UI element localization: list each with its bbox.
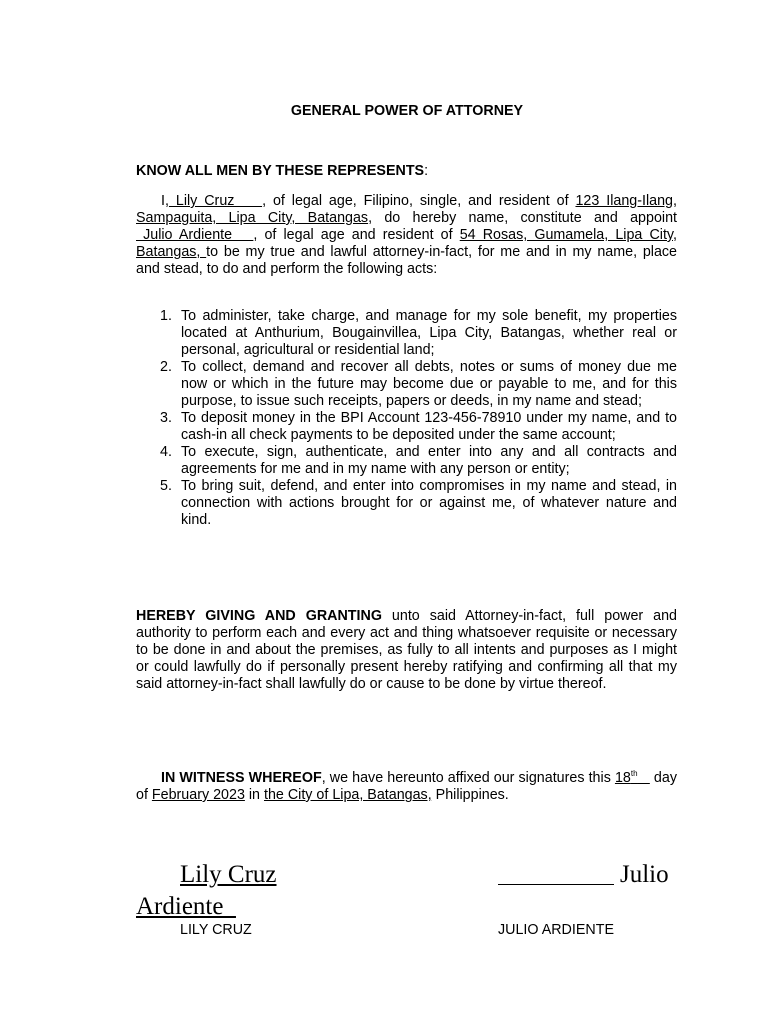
list-item-number: 5. xyxy=(160,478,172,494)
principal-printed-name: LILY CRUZ xyxy=(180,922,252,938)
principal-name: Lily Cruz xyxy=(168,193,263,209)
attorney-name: Julio Ardiente xyxy=(136,227,254,243)
principal-signature xyxy=(180,860,277,890)
attorney-address: 54 Rosas, Gumamela, Lipa City, Batangas, xyxy=(136,227,677,260)
attorney-printed-name: JULIO ARDIENTE xyxy=(498,922,614,938)
day-suffix: th xyxy=(630,769,638,779)
list-item xyxy=(160,478,677,529)
witness-month-year: February 2023 xyxy=(151,787,245,803)
list-item-text: To deposit money in the BPI Account 123-456-78910 under my name, and to cash-in all check payments to be deposited under the same account; xyxy=(181,410,677,443)
attorney-signature-first: Julio xyxy=(620,861,669,888)
principal-signature-text: Lily Cruz xyxy=(180,861,277,888)
list-item-text: To execute, sign, authenticate, and enter into any and all contracts and agreements for me and in my name with any person or entity; xyxy=(181,444,677,477)
intro-text-3: , do hereby name, constitute and appoint xyxy=(368,210,677,226)
witness-text-2: day of xyxy=(136,770,677,803)
list-item-number: 3. xyxy=(160,410,172,426)
salutation-bold: KNOW ALL MEN BY THESE REPRESENTS xyxy=(136,163,425,179)
day-pad xyxy=(638,770,650,786)
signature-line xyxy=(498,884,614,885)
list-item-number: 1. xyxy=(160,308,172,324)
list-item xyxy=(160,444,677,478)
principal-address: 123 Ilang-Ilang, Sampaguita, Lipa City, Batangas xyxy=(136,193,677,226)
list-item-text: To bring suit, defend, and enter into compromises in my name and stead, in connection with actions brought for or against me, of whatever nature and kind. xyxy=(181,478,677,528)
list-item xyxy=(160,359,677,410)
attorney-signature-second-text: Ardiente xyxy=(136,893,236,920)
witness-text-1: , we have hereunto affixed our signatures this xyxy=(321,770,615,786)
list-item-number: 2. xyxy=(160,359,172,375)
intro-text-2: , of legal age, Filipino, single, and resident of xyxy=(262,193,576,209)
list-item-text: To collect, demand and recover all debts, notes or sums of money due me now or which in the future may become due or payable to me, and for this purpose, to issue such receipts, papers or deeds, in my name and stead; xyxy=(181,359,677,409)
intro-text-4: , of legal age and resident of xyxy=(253,227,460,243)
intro-text-5: to be my true and lawful attorney-in-fact, for me and in my name, place and stead, to do and perform the following acts: xyxy=(136,244,678,277)
witness-paragraph xyxy=(136,770,677,804)
document-title: GENERAL POWER OF ATTORNEY xyxy=(290,103,524,119)
witness-text-3: in xyxy=(244,787,264,803)
list-item-text: To administer, take charge, and manage for my sole benefit, my properties located at Anthurium, Bougainvillea, Lipa City, Batangas, whether real or personal, agricultural or residential land; xyxy=(181,308,677,358)
granting-paragraph xyxy=(136,608,677,693)
witness-day xyxy=(615,770,650,786)
granting-text: unto said Attorney-in-fact, full power and authority to perform each and every act and thing whatsoever requisite or necessary to be done in and about the premises, as fully to all intents and purposes as I might or could lawfully do if personally present hereby ratifying and confirming all that my said attorney-in-fact shall lawfully do or cause to be done by virtue thereof. xyxy=(136,608,678,692)
witness-text-4: Philippines. xyxy=(431,787,509,803)
intro-text-1: I, xyxy=(161,193,169,209)
intro-paragraph xyxy=(136,193,677,278)
day-number: 18 xyxy=(614,770,631,786)
list-item-number: 4. xyxy=(160,444,172,460)
witness-bold: IN WITNESS WHEREOF xyxy=(161,770,322,786)
salutation-colon: : xyxy=(424,163,429,179)
list-item xyxy=(160,308,677,359)
salutation xyxy=(136,163,428,180)
granting-bold: HEREBY GIVING AND GRANTING xyxy=(136,608,382,624)
witness-place: the City of Lipa, Batangas, xyxy=(263,787,432,803)
list-item xyxy=(160,410,677,444)
acts-list xyxy=(160,308,677,529)
attorney-signature-second xyxy=(136,892,236,922)
